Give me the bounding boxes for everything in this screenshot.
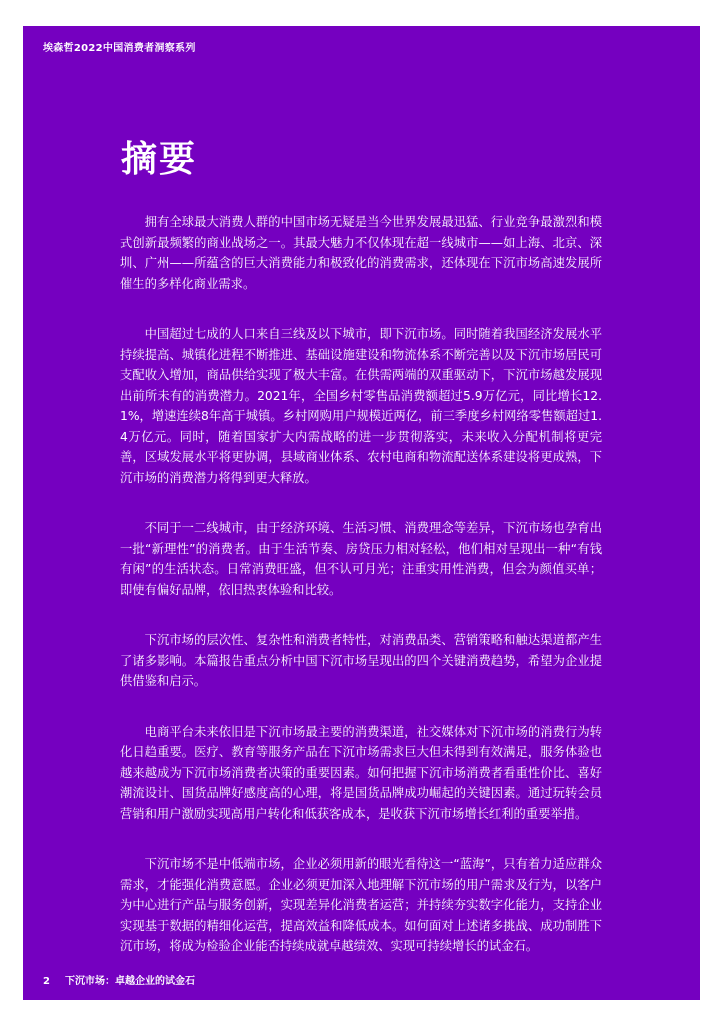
page-title: 摘要 [121,139,198,180]
paragraph-5: 电商平台未来依旧是下沉市场最主要的消费渠道，社交媒体对下沉市场的消费行为转化日趋重要。医疗、教育等服务产品在下沉市场需求巨大但未得到有效满足，服务体验也越来越成为下沉市场消费者决策的重要因素。如何把握下沉市场消费者看重性价比、喜好潮流设计、国货品牌好感度高的心理，将是国货品牌成功崛起的关键因素。通过玩转会员营销和用户激励实现高用户转化和低获客成本，是收获下沉市场增长红利的重要举措。 [120,724,602,821]
paragraph-1: 拥有全球最大消费人群的中国市场无疑是当今世界发展最迅猛、行业竞争最激烈和模式创新最频繁的商业战场之一。其最大魅力不仅体现在超一线城市——如上海、北京、深圳、广州——所蕴含的巨大消费能力和极致化的消费需求，还体现在下沉市场高速发展所催生的多样化商业需求。 [120,215,602,291]
series-header: 埃森哲2022中国消费者洞察系列 [43,43,196,54]
paragraph-3: 不同于一二线城市，由于经济环境、生活习惯、消费理念等差异，下沉市场也孕育出一批“新理性”的消费者。由于生活节奏、房贷压力相对轻松，他们相对呈现出一种“有钱有闲”的生活状态。日常消费旺盛，但不认可月光；注重实用性消费，但会为颜值买单；即使有偏好品牌，依旧热衷体验和比较。 [120,521,602,597]
report-title: 下沉市场：卓越企业的试金石 [65,976,195,987]
summary-body [120,212,602,987]
page-number: 2 [43,976,50,987]
paragraph-4: 下沉市场的层次性、复杂性和消费者特性，对消费品类、营销策略和触达渠道都产生了诸多影响。本篇报告重点分析中国下沉市场呈现出的四个关键消费趋势，希望为企业提供借鉴和启示。 [120,633,602,688]
paragraph-2: 中国超过七成的人口来自三线及以下城市，即下沉市场。同时随着我国经济发展水平持续提高、城镇化进程不断推进、基础设施建设和物流体系不断完善以及下沉市场居民可支配收入增加，商品供给实现了极大丰富。在供需两端的双重驱动下，下沉市场越发展现出前所未有的消费潜力。2021年，全国乡村零售品消费额超过5.9万亿元，同比增长12.1%，增速连续8年高于城镇。乡村网购用户规模近两亿，前三季度乡村网络零售额超过1.4万亿元。同时，随着国家扩大内需战略的进一步贯彻落实，未来收入分配机制将更完善，区域发展水平将更协调，县域商业体系、农村电商和物流配送体系建设将更成熟，下沉市场的消费潜力将得到更大释放。 [120,327,602,485]
paragraph-6: 下沉市场不是中低端市场，企业必须用新的眼光看待这一“蓝海”，只有着力适应群众需求，才能强化消费意愿。企业必须更加深入地理解下沉市场的用户需求及行为，以客户为中心进行产品与服务创新，实现差异化消费者运营；并持续夯实数字化能力，支持企业实现基于数据的精细化运营，提高效益和降低成本。如何面对上述诸多挑战、成功制胜下沉市场，将成为检验企业能否持续成就卓越绩效、实现可持续增长的试金石。 [120,857,602,953]
report-page [23,26,700,1000]
page-footer [43,975,195,989]
